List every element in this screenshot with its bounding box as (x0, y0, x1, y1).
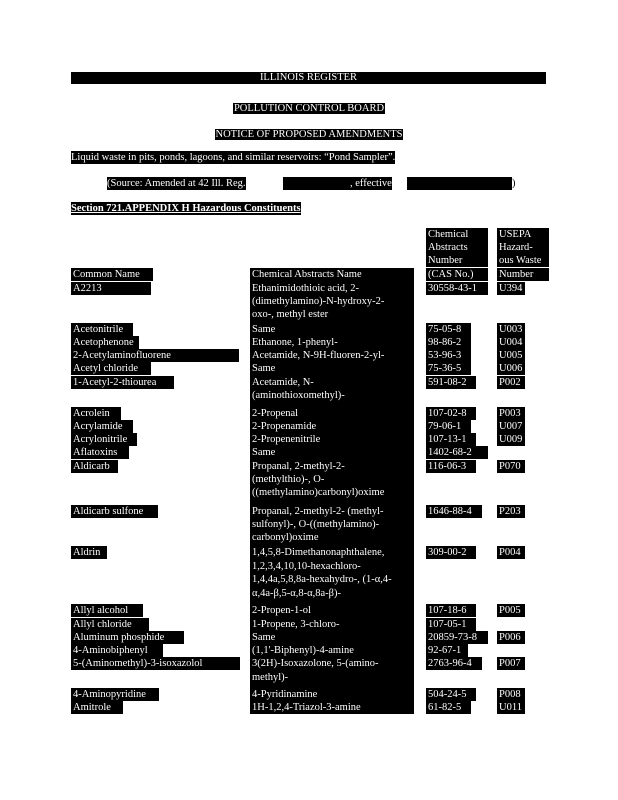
row-usepa-no: U006 (497, 362, 525, 375)
source-prefix: (Source: Amended at 42 Ill. Reg. (107, 178, 246, 189)
row-cas-no: 53-96-3 (426, 349, 471, 362)
usepa-header-3: ous Waste (497, 254, 549, 267)
row-common-name: 5-(Aminomethyl)-3-isoxazolol (71, 657, 240, 670)
row-cas-name: 1-Propene, 3-chloro- (250, 618, 414, 631)
row-cas-no: 107-13-1 (426, 433, 476, 446)
row-cas-name: Same (250, 362, 414, 375)
row-cas-name: (aminothioxomethyl)- (250, 389, 414, 402)
row-cas-name: (dimethylamino)-N-hydroxy-2- (250, 295, 414, 308)
row-common-name: Acrylonitrile (71, 433, 137, 446)
row-usepa-no: P007 (497, 657, 525, 670)
row-cas-name: Same (250, 323, 414, 336)
row-common-name: Aldicarb sulfone (71, 505, 158, 518)
row-common-name: 1-Acetyl-2-thiourea (71, 376, 174, 389)
row-usepa-no: U004 (497, 336, 525, 349)
cas-no-header-2: Abstracts (426, 241, 488, 254)
row-cas-name: 4-Pyridinamine (250, 688, 414, 701)
row-common-name: Acetophenone (71, 336, 139, 349)
row-cas-no: 98-86-2 (426, 336, 471, 349)
source-effective: , effective (350, 178, 392, 189)
row-cas-name: (methylthio)-, O- (250, 473, 414, 486)
row-cas-name: 3(2H)-Isoxazolone, 5-(amino- (250, 657, 414, 670)
row-cas-name: oxo-, methyl ester (250, 308, 414, 321)
row-usepa-no: U007 (497, 420, 525, 433)
source-close: ) (512, 178, 516, 189)
row-usepa-no: P008 (497, 688, 525, 701)
row-common-name: 2-Acetylaminofluorene (71, 349, 239, 362)
notice-title: NOTICE OF PROPOSED AMENDMENTS (215, 129, 403, 140)
row-usepa-no: P004 (497, 546, 525, 559)
row-usepa-no: P002 (497, 376, 525, 389)
common-name-header: Common Name (71, 268, 153, 281)
row-usepa-no: U003 (497, 323, 525, 336)
row-common-name: Acetyl chloride (71, 362, 151, 375)
row-common-name: A2213 (71, 282, 151, 295)
row-cas-name: 2-Propenamide (250, 420, 414, 433)
row-cas-no: 30558-43-1 (426, 282, 488, 295)
row-cas-name: 1,2,3,4,10,10-hexachloro- (250, 560, 414, 573)
row-cas-name: 2-Propenenitrile (250, 433, 414, 446)
row-cas-name: 2-Propen-1-ol (250, 604, 414, 617)
row-cas-name: 1H-1,2,4-Triazol-3-amine (250, 701, 414, 714)
row-common-name: Allyl alcohol (71, 604, 143, 617)
row-usepa-no: P070 (497, 460, 525, 473)
row-common-name: Aflatoxins (71, 446, 129, 459)
row-cas-name: ((methylamino)carbonyl)oxime (250, 486, 414, 499)
row-cas-name: Propanal, 2-methyl-2- (250, 460, 414, 473)
register-title: ILLINOIS REGISTER (259, 72, 358, 83)
row-common-name: Aluminum phosphide (71, 631, 184, 644)
row-cas-name: 1,4,5,8-Dimethanonaphthalene, (250, 546, 414, 559)
section-title: Section 721.APPENDIX H Hazardous Constituents (71, 203, 301, 214)
row-common-name: Aldicarb (71, 460, 118, 473)
row-common-name: Aldrin (71, 546, 107, 559)
row-usepa-no: U005 (497, 349, 525, 362)
board-title: POLLUTION CONTROL BOARD (233, 103, 385, 114)
row-usepa-no: P006 (497, 631, 525, 644)
row-cas-name: Ethanone, 1-phenyl- (250, 336, 414, 349)
row-cas-name: Same (250, 446, 414, 459)
row-cas-no: 116-06-3 (426, 460, 476, 473)
row-cas-no: 107-02-8 (426, 407, 476, 420)
row-cas-no: 75-36-5 (426, 362, 471, 375)
usepa-header-2: Hazard- (497, 241, 549, 254)
row-usepa-no: P003 (497, 407, 525, 420)
row-usepa-no: U009 (497, 433, 525, 446)
row-cas-no: 1402-68-2 (426, 446, 488, 459)
cas-no-header-3: Number (426, 254, 488, 267)
row-cas-name: sulfonyl)-, O-((methylamino)- (250, 518, 414, 531)
row-usepa-no: P005 (497, 604, 525, 617)
row-cas-no: 107-05-1 (426, 618, 476, 631)
usepa-header-4: Number (497, 268, 549, 281)
row-cas-no: 79-06-1 (426, 420, 471, 433)
row-common-name: 4-Aminopyridine (71, 688, 159, 701)
row-cas-no: 504-24-5 (426, 688, 476, 701)
row-cas-no: 20859-73-8 (426, 631, 488, 644)
row-cas-no: 75-05-8 (426, 323, 471, 336)
row-common-name: Amitrole (71, 701, 123, 714)
row-cas-no: 309-00-2 (426, 546, 476, 559)
row-common-name: Acetonitrile (71, 323, 133, 336)
row-cas-no: 591-08-2 (426, 376, 476, 389)
row-usepa-no: P203 (497, 505, 525, 518)
row-cas-name: Acetamide, N-9H-fluoren-2-yl- (250, 349, 414, 362)
row-common-name: 4-Aminobiphenyl (71, 644, 163, 657)
row-cas-name: methyl)- (250, 671, 414, 684)
cas-no-header-1: Chemical (426, 228, 488, 241)
intro-text: Liquid waste in pits, ponds, lagoons, and similar reservoirs: “Pond Sampler”. (71, 152, 396, 163)
row-cas-name: 1,4,4a,5,8,8a-hexahydro-, (1-α,4- (250, 573, 414, 586)
row-common-name: Acrolein (71, 407, 121, 420)
usepa-header-1: USEPA (497, 228, 549, 241)
row-cas-name: Propanal, 2-methyl-2- (methyl- (250, 505, 414, 518)
cas-name-header: Chemical Abstracts Name (250, 268, 414, 281)
row-common-name: Allyl chloride (71, 618, 149, 631)
row-cas-no: 1646-88-4 (426, 505, 482, 518)
row-cas-no: 61-82-5 (426, 701, 471, 714)
row-cas-name: Same (250, 631, 414, 644)
row-cas-no: 92-67-1 (426, 644, 468, 657)
row-usepa-no: U011 (497, 701, 525, 714)
row-cas-no: 2763-96-4 (426, 657, 482, 670)
cas-no-header-4: (CAS No.) (426, 268, 488, 281)
row-cas-name: carbonyl)oxime (250, 531, 414, 544)
row-cas-no: 107-18-6 (426, 604, 476, 617)
row-cas-name: Ethanimidothioic acid, 2- (250, 282, 414, 295)
row-usepa-no: U394 (497, 282, 525, 295)
row-cas-name: (1,1'-Biphenyl)-4-amine (250, 644, 414, 657)
row-cas-name: Acetamide, N- (250, 376, 414, 389)
row-cas-name: α,4a-β,5-α,8-α,8a-β)- (250, 587, 414, 600)
row-cas-name: 2-Propenal (250, 407, 414, 420)
row-common-name: Acrylamide (71, 420, 133, 433)
